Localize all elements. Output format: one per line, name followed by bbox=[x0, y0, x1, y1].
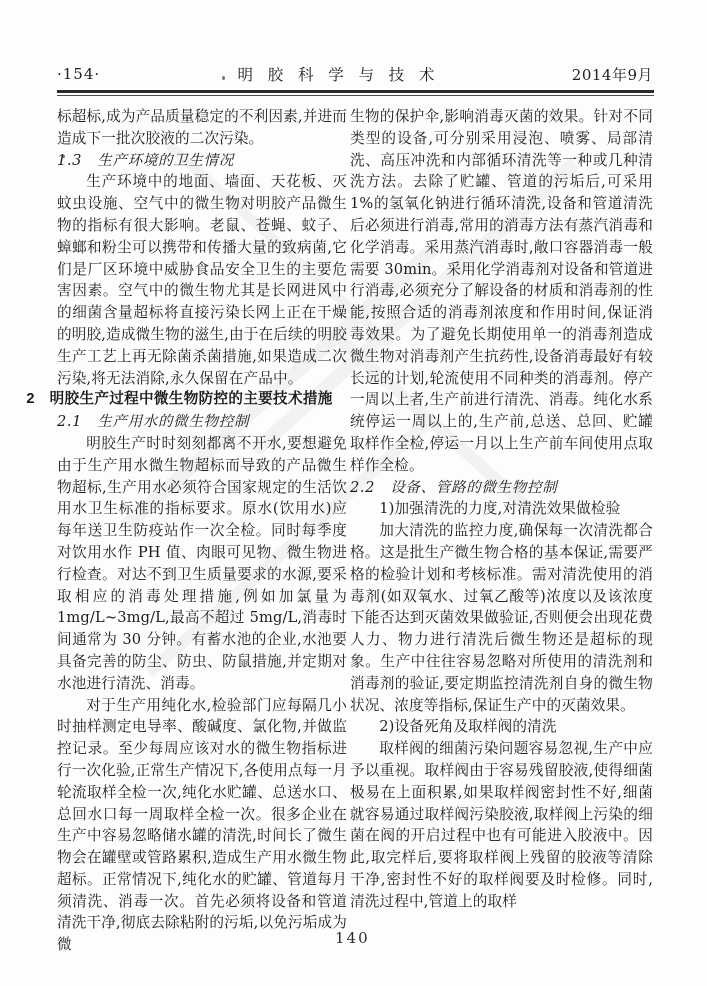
scan-speck bbox=[222, 76, 225, 80]
section-heading-2-1: 2.1 生产用水的微生物控制 bbox=[57, 413, 250, 431]
paragraph: 生产环境中的地面、墙面、天花板、灭蚊虫设施、空气中的微生物对明胶产品微生物的指标有很大影响。老鼠、苍蝇、蚊子、蟑螂和粉尘可以携带和传播大量的致病菌,它们是厂区环境中威胁食品安全卫生的主要危害因素。空气中的微生物尤其是长网进风中的细菌含量超标将直接污染长网上正在干燥的明胶,造成微生物的滋生,由于在后续的明胶生产工艺上再无除菌杀菌措施,如果造成二次污染,将无法消除,永久保留在产品中。 bbox=[57, 173, 347, 387]
paragraph-continuation: 生物的保护伞,影响消毒灭菌的效果。针对不同类型的设备,可分别采用浸泡、喷雾、局部清洗、高压冲洗和内部循环清洗等一种或几种清洗方法。去除了贮罐、管道的污垢后,可采用1%的氢氧化钠进行循环清洗,设备和管道清洗后必须进行消毒,常用的消毒方法有蒸汽消毒和化学消毒。采用蒸汽消毒时,敞口容器消毒一般需要 30min。采用化学消毒剂对设备和管道进行消毒,必须充分了解设备的材质和消毒剂的性能,按照合适的消毒剂浓度和作用时间,保证消毒效果。为了避免长期使用单一的消毒剂造成微生物对消毒剂产生抗药性,设备消毒最好有较长远的计划,轮流使用不同种类的消毒剂。停产一周以上者,生产前进行清洗、消毒。纯化水系统停运一周以上的,生产前,总送、总回、贮罐取样作全检,停运一月以上生产前车间使用点取样作全检。 bbox=[350, 108, 653, 474]
header-rule-thin bbox=[57, 95, 654, 96]
paragraph: 明胶生产时时刻刻都离不开水,要想避免由于生产用水微生物超标而导致的产品微生物超标,生产用水必须符合国家规定的生活饮用水卫生标准的指标要求。原水(饮用水)应每年送卫生防疫站作一次全检。同时每季度对饮用水作 PH 值、肉眼可见物、微生物进行检查。对达不到卫生质量要求的水源,要采取相应的消毒处理措施,例如加氯量为 1mg/L~3mg/L,最高不超过 5mg/L,消毒时间通常为 30 分钟。有蓄水池的企业,水池要具备完善的防尘、防虫、防鼠措施,并定期对水池进行清洗、消毒。 bbox=[57, 434, 347, 692]
paragraph: 取样阀的细菌污染问题容易忽视,生产中应予以重视。取样阀由于容易残留胶液,使得细菌极易在上面积累,如果取样阀密封性不好,细菌就容易通过取样阀污染胶液,取样阀上污染的细菌在阀的开启过程中也有可能进入胶液中。因此,取完样后,要将取样阀上残留的胶液等清除干净,密封性不好的取样阀要及时检修。同时,清洗过程中,管道上的取样 bbox=[350, 740, 653, 910]
paragraph: 对于生产用纯化水,检验部门应每隔几小时抽样测定电导率、酸碱度、氯化物,并做监控记录。至少每周应该对水的微生物指标进行一次化验,正常生产情况下,各使用点每一月轮流取样全检一次,纯化水贮罐、总送水口、总回水口每一周取样全检一次。很多企业在生产中容易忽略储水罐的清洗,时间长了微生物会在罐壁或管路累积,造成生产用水微生物超标。正常情况下,纯化水的贮罐、管道每月须清洗、消毒一次。首先必须将设备和管道清洗干净,彻底去除粘附的污垢,以免污垢成为微 bbox=[57, 696, 347, 954]
list-item-1: 1)加强清洗的力度,对清洗效果做检验 bbox=[379, 500, 621, 518]
section-heading-2: 2 明胶生产过程中微生物防控的主要技术措施 bbox=[26, 391, 333, 408]
section-heading-1-3: 1.3 生产环境的卫生情况 bbox=[57, 151, 234, 169]
left-column bbox=[26, 106, 347, 956]
header-rule-thick bbox=[57, 90, 654, 93]
header-issue-date: 2014年9月 bbox=[571, 65, 653, 84]
right-column bbox=[350, 106, 653, 912]
section-heading-2-2: 2.2 设备、管路的微生物控制 bbox=[350, 478, 558, 496]
list-item-2: 2)设备死角及取样阀的清洗 bbox=[379, 718, 557, 736]
running-head bbox=[57, 62, 653, 86]
paragraph: 加大清洗的监控力度,确保每一次清洗都合格。这是批生产微生物合格的基本保证,需要严格的检验计划和考核标准。需对清洗使用的消毒剂(如双氧水、过氧乙酸等)浓度以及该浓度下能否达到灭菌效果做验证,否则便会出现花费人力、物力进行清洗后微生物还是超标的现象。生产中往往容易忽略对所使用的清洗剂和消毒剂的验证,要定期监控清洗剂自身的微生物状况、浓度等指标,保证生产中的灭菌效果。 bbox=[350, 522, 653, 714]
paragraph-continuation: 标超标,成为产品质量稳定的不利因素,并进而造成下一批次胶液的二次污染。 bbox=[57, 108, 347, 147]
journal-title: 明胶科学与技术 bbox=[237, 66, 450, 84]
header-page-number: ·154· bbox=[57, 65, 101, 83]
footer-page-number: 140 bbox=[335, 929, 370, 947]
